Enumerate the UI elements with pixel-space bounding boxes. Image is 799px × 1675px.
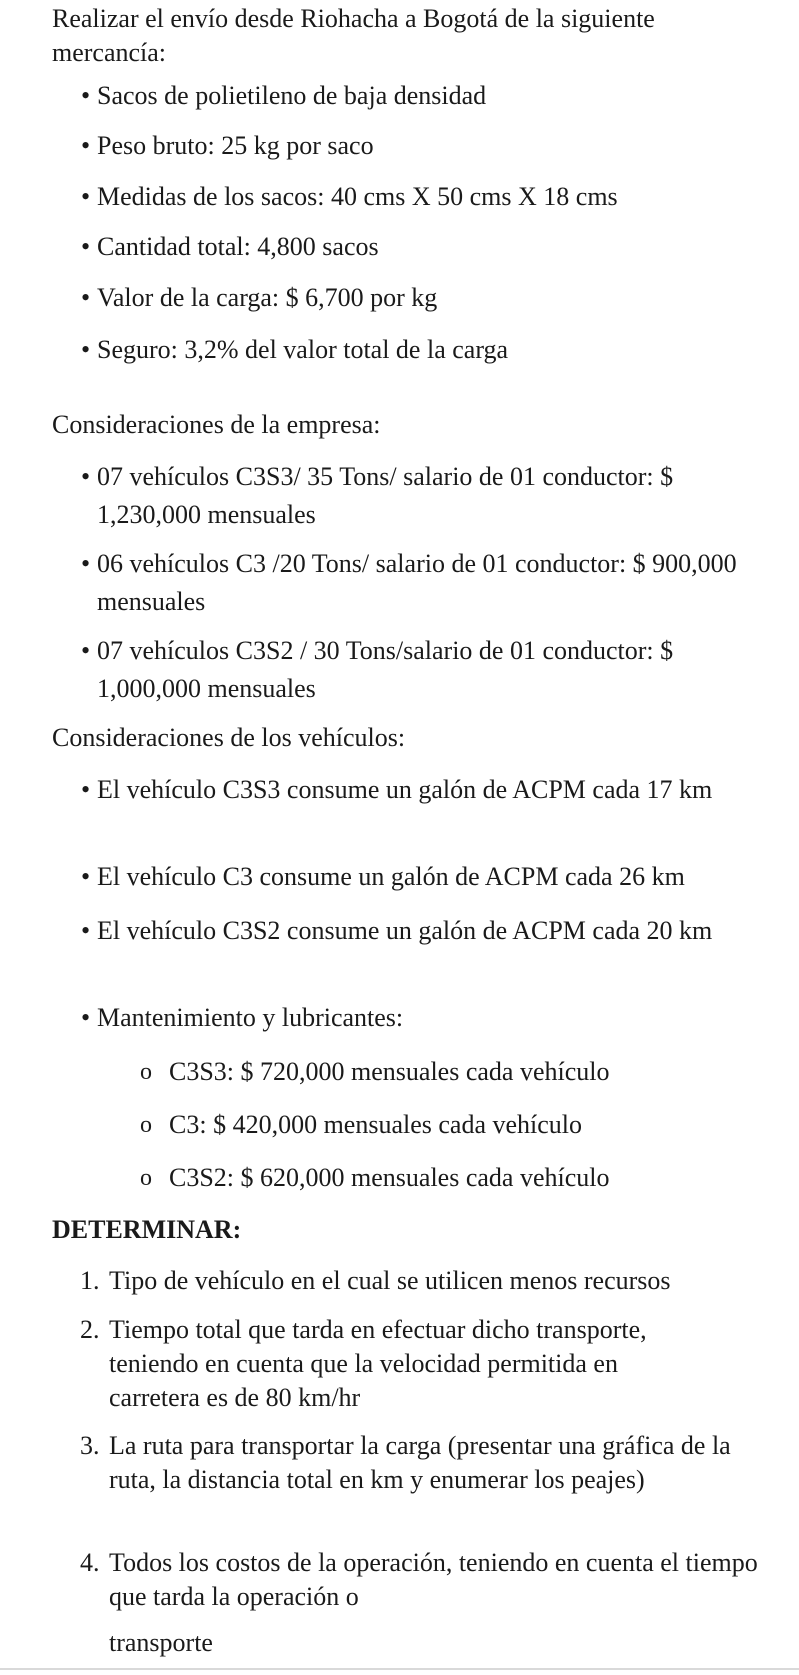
- bullet-marker: •: [81, 283, 91, 312]
- sub-bullet-marker: o: [140, 1112, 152, 1138]
- list-item: El vehículo C3S2 consume un galón de ACPM cada 20 km: [97, 916, 713, 945]
- list-item: 07 vehículos C3S2 / 30 Tons/salario de 01 conductor: $ 1,000,000 mensuales: [97, 636, 674, 703]
- list-item: Seguro: 3,2% del valor total de la carga: [97, 335, 509, 364]
- list-item: 07 vehículos C3S3/ 35 Tons/ salario de 01 conductor: $ 1,230,000 mensuales: [97, 462, 674, 529]
- list-item: Todos los costos de la operación, teniendo en cuenta el tiempo que tarda la operación o: [109, 1548, 758, 1611]
- list-item: C3S3: $ 720,000 mensuales cada vehículo: [169, 1057, 610, 1086]
- bullet-marker: •: [81, 775, 91, 804]
- list-number: 2.: [80, 1315, 100, 1344]
- determine-heading: DETERMINAR:: [52, 1215, 242, 1244]
- bullet-marker: •: [81, 232, 91, 261]
- bullet-marker: •: [81, 636, 91, 665]
- list-item: Medidas de los sacos: 40 cms X 50 cms X 18 cms: [97, 182, 618, 211]
- list-item: C3: $ 420,000 mensuales cada vehículo: [169, 1110, 583, 1139]
- bullet-marker: •: [81, 916, 91, 945]
- list-item: Sacos de polietileno de baja densidad: [97, 81, 487, 110]
- page-divider: [0, 1668, 799, 1670]
- bullet-marker: •: [81, 462, 91, 491]
- list-item: Tipo de vehículo en el cual se utilicen menos recursos: [109, 1266, 671, 1295]
- bullet-marker: •: [81, 549, 91, 578]
- list-item: C3S2: $ 620,000 mensuales cada vehículo: [169, 1163, 610, 1192]
- list-item: La ruta para transportar la carga (presentar una gráfica de la ruta, la distancia total en km y enumerar los peajes): [109, 1431, 731, 1494]
- intro-paragraph: Realizar el envío desde Riohacha a Bogotá de la siguiente mercancía:: [52, 4, 655, 67]
- list-item: 06 vehículos C3 /20 Tons/ salario de 01 conductor: $ 900,000 mensuales: [97, 549, 737, 616]
- vehicles-heading: Consideraciones de los vehículos:: [52, 723, 406, 752]
- sub-bullet-marker: o: [140, 1165, 152, 1191]
- company-heading: Consideraciones de la empresa:: [52, 410, 381, 439]
- list-number: 1.: [80, 1266, 100, 1295]
- list-item: El vehículo C3S3 consume un galón de ACPM cada 17 km: [97, 775, 713, 804]
- list-item: El vehículo C3 consume un galón de ACPM cada 26 km: [97, 862, 685, 891]
- list-item: Cantidad total: 4,800 sacos: [97, 232, 379, 261]
- list-item-continuation: transporte: [109, 1628, 213, 1657]
- list-item: Peso bruto: 25 kg por saco: [97, 131, 374, 160]
- sub-bullet-marker: o: [140, 1059, 152, 1085]
- list-item: Mantenimiento y lubricantes:: [97, 1003, 404, 1032]
- bullet-marker: •: [81, 1003, 91, 1032]
- list-item: Tiempo total que tarda en efectuar dicho transporte, teniendo en cuenta que la velocidad permitida en carretera es de 80 km/hr: [109, 1315, 647, 1412]
- bullet-marker: •: [81, 862, 91, 891]
- list-number: 3.: [80, 1431, 100, 1460]
- list-item: Valor de la carga: $ 6,700 por kg: [97, 283, 438, 312]
- bullet-marker: •: [81, 182, 91, 211]
- bullet-marker: •: [81, 81, 91, 110]
- bullet-marker: •: [81, 131, 91, 160]
- bullet-marker: •: [81, 335, 91, 364]
- list-number: 4.: [80, 1548, 100, 1577]
